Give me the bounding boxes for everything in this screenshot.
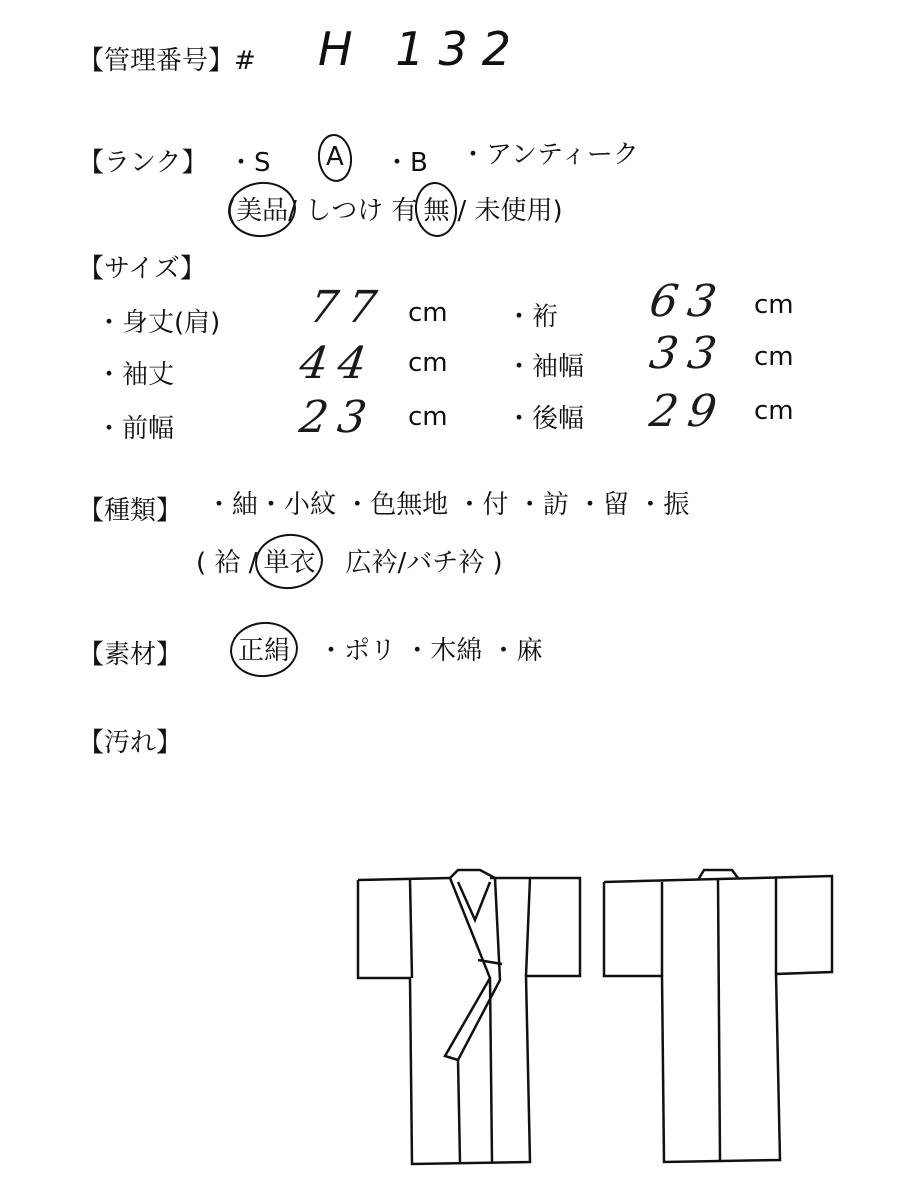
condition-line [226,190,563,227]
management-number-label: 【管理番号】# [78,46,256,76]
rank-option-a [326,142,344,172]
size-value-sodehaba: 33 [646,328,730,379]
type-lining-line [196,542,503,579]
stains-label: 【汚れ】 [78,728,183,758]
unit-cm: cm [408,348,448,378]
size-value-maehaba: 23 [296,392,380,443]
size-label-mitake: ・身丈(肩) [96,308,221,338]
material-silk [238,630,290,667]
rank-label: 【ランク】 [78,148,208,178]
material-others: ・ポリ ・木綿 ・麻 [318,636,543,666]
size-value-mitake: 77 [306,282,390,333]
unit-cm: cm [754,290,794,320]
condition-paren-open: ( [226,196,237,226]
management-number-value: H 132 [318,22,526,76]
condition-none-circled: 無 [423,190,449,227]
size-label-ushirohaba: ・後幅 [506,404,585,434]
kimono-front-diagram [350,860,590,1180]
size-label-maehaba: ・前幅 [96,414,175,444]
rank-selected-circle: A [326,142,344,172]
type-collar: 広衿/バチ衿 ) [345,548,503,578]
material-silk-circled: 正絹 [238,630,290,667]
type-lining-hitoe-circled: 単衣 [263,542,315,579]
size-value-yuki: 63 [646,276,730,327]
kimono-back-diagram [600,860,840,1180]
material-label: 【素材】 [78,640,183,670]
rank-option-b: ・B [384,148,428,178]
size-label: 【サイズ】 [78,254,206,284]
rank-option-antique: ・アンティーク [460,140,639,170]
unit-cm: cm [754,342,794,372]
condition-unused: / 未使用) [457,196,563,226]
size-label-yuki: ・裄 [506,302,559,332]
rank-option-s: ・S [228,148,271,178]
size-value-ushirohaba: 29 [646,386,730,437]
size-label-sodetake: ・袖丈 [96,360,175,390]
size-value-sodetake: 44 [296,338,380,389]
type-label: 【種類】 [78,496,183,526]
size-label-sodehaba: ・袖幅 [506,352,585,382]
type-options: ・紬・小紋 ・色無地 ・付 ・訪 ・留 ・振 [206,490,690,520]
unit-cm: cm [754,396,794,426]
type-lining-awase: ( 袷 / [196,548,258,578]
condition-beauty-circled: 美品 [236,190,288,227]
unit-cm: cm [408,298,448,328]
condition-basting: / しつけ 有 [288,196,418,226]
unit-cm: cm [408,402,448,432]
